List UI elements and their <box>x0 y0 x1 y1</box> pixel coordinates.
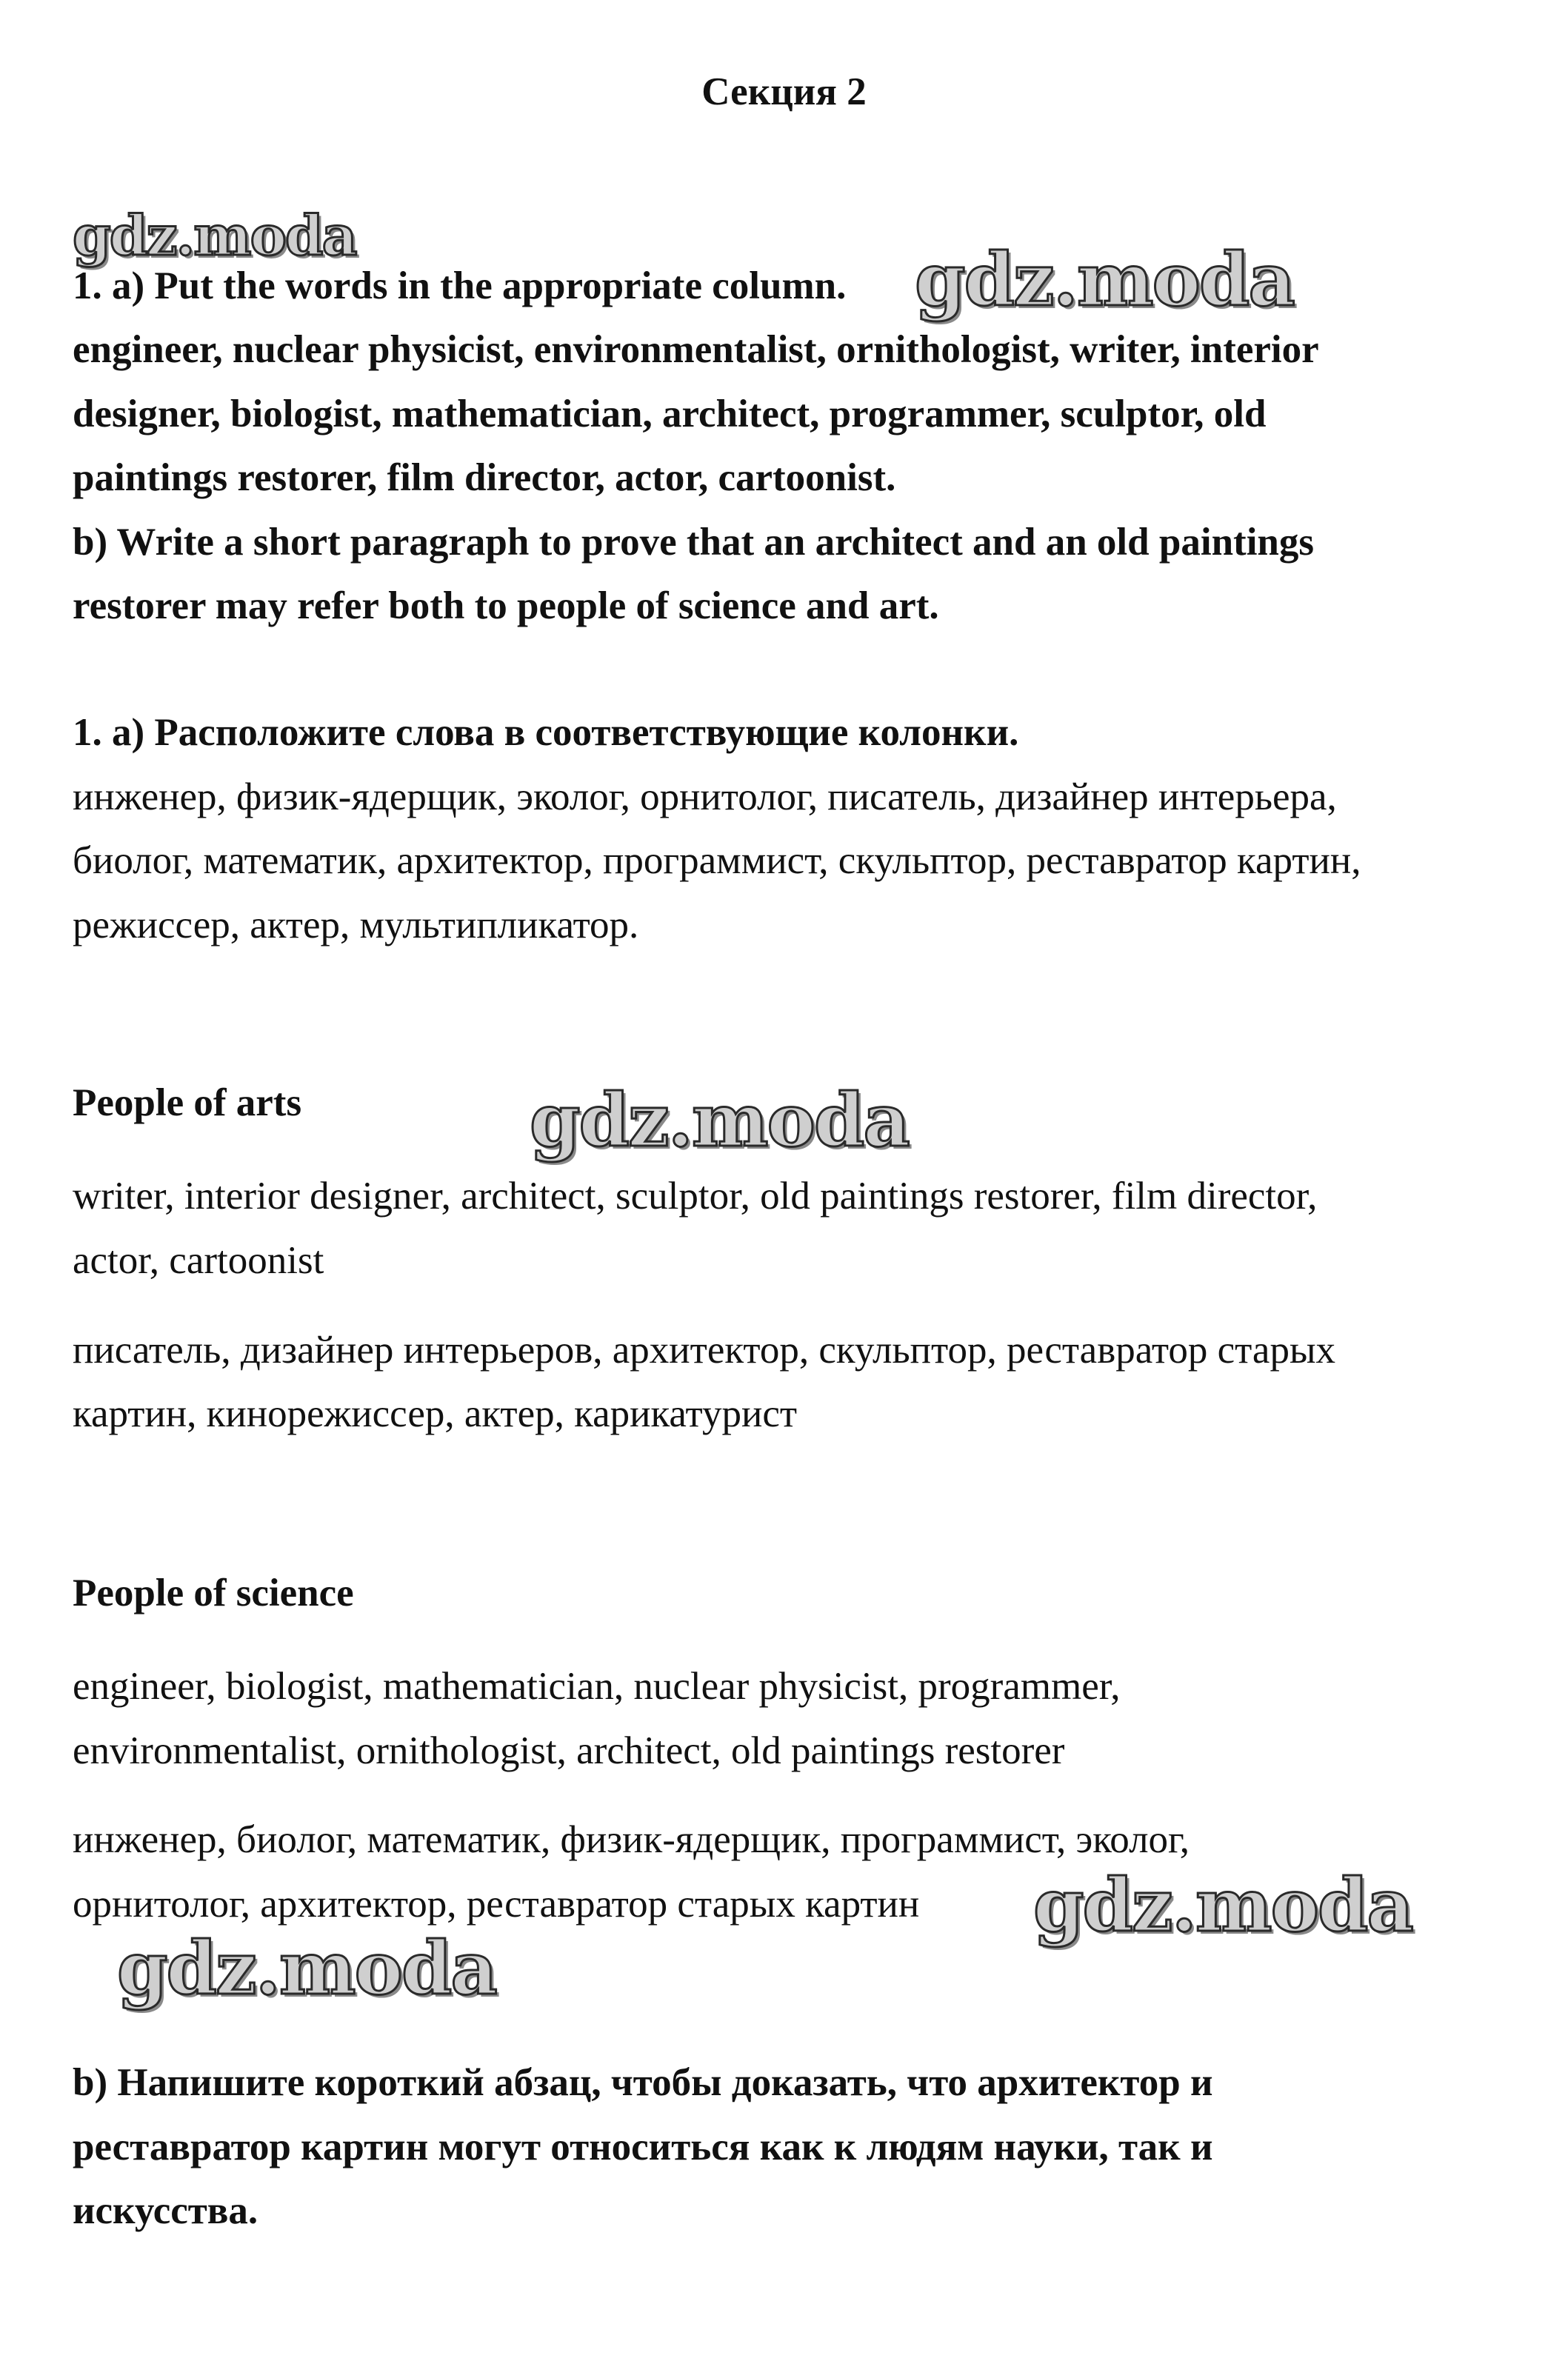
task-heading-en: 1. a) Put the words in the appropriate column. <box>73 264 847 307</box>
arts-en-line: actor, cartoonist <box>73 1239 324 1282</box>
task-words-en-line: engineer, nuclear physicist, environmentalist, ornithologist, writer, interior <box>73 328 1319 371</box>
science-heading: People of science <box>73 1572 354 1615</box>
task-part-b-en-line: restorer may refer both to people of science and art. <box>73 584 939 627</box>
arts-ru-line: картин, кинорежиссер, актер, карикатурист <box>73 1392 798 1435</box>
watermark-logo: gdz.moda <box>73 204 356 268</box>
part-b-ru-line: b) Напишите короткий абзац, чтобы доказать, что архитектор и <box>73 2061 1213 2104</box>
science-ru-line: орнитолог, архитектор, реставратор старых картин <box>73 1883 920 1926</box>
task-words-ru-line: инженер, физик-ядерщик, эколог, орнитолог, писатель, дизайнер интерьера, <box>73 775 1337 818</box>
task-heading-ru: 1. a) Расположите слова в соответствующие колонки. <box>73 711 1019 754</box>
part-b-ru-line: реставратор картин могут относиться как к людям науки, так и <box>73 2126 1213 2168</box>
science-ru-line: инженер, биолог, математик, физик-ядерщик, программист, эколог, <box>73 1818 1190 1861</box>
watermark-logo: gdz.moda <box>530 1078 909 1163</box>
task-words-en-line: paintings restorer, film director, actor, cartoonist. <box>73 456 896 499</box>
watermark-logo: gdz.moda <box>915 238 1294 323</box>
watermark-logo: gdz.moda <box>1033 1863 1412 1949</box>
part-b-ru-line: искусства. <box>73 2189 258 2232</box>
science-en-line: engineer, biologist, mathematician, nuclear physicist, programmer, <box>73 1665 1121 1708</box>
task-words-ru-line: биолог, математик, архитектор, программист, скульптор, реставратор картин, <box>73 839 1361 882</box>
task-part-b-en-line: b) Write a short paragraph to prove that an architect and an old paintings <box>73 521 1315 564</box>
arts-ru-line: писатель, дизайнер интерьеров, архитектор, скульптор, реставратор старых <box>73 1329 1336 1372</box>
page-title: Секция 2 <box>701 70 867 113</box>
task-words-ru-line: режиссер, актер, мультипликатор. <box>73 904 639 946</box>
watermark-logo: gdz.moda <box>117 1926 496 2011</box>
science-en-line: environmentalist, ornithologist, architect, old paintings restorer <box>73 1729 1065 1772</box>
task-words-en-line: designer, biologist, mathematician, architect, programmer, sculptor, old <box>73 393 1267 435</box>
arts-en-line: writer, interior designer, architect, sculptor, old paintings restorer, film director, <box>73 1175 1318 1218</box>
arts-heading: People of arts <box>73 1081 302 1124</box>
